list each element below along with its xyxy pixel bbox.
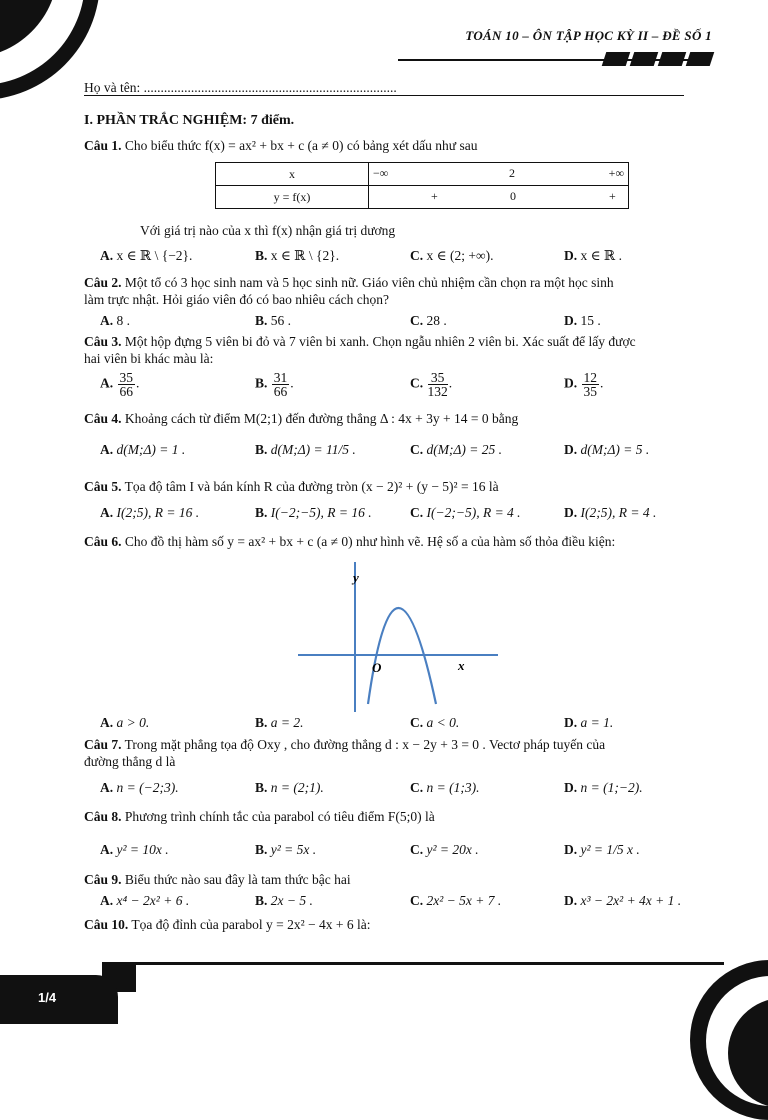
sign-table-cell: +∞	[608, 166, 624, 180]
option-d: d(M;Δ) = 5 .	[580, 442, 650, 457]
question-label: Câu 6.	[84, 534, 122, 549]
question-8	[84, 808, 435, 825]
origin-label: O	[372, 660, 382, 675]
option-a: x⁴ − 2x² + 6 .	[116, 893, 190, 908]
option-b: I(−2;−5), R = 16 .	[270, 505, 372, 520]
question-10	[84, 916, 371, 933]
option-b: x ∈ ℝ \ {2}.	[270, 248, 340, 263]
sign-table-cell: +	[609, 189, 616, 203]
option-d: $\frac{12}{35}$	[583, 370, 597, 399]
section-title: I. PHẦN TRẮC NGHIỆM: 7 điểm.	[84, 113, 295, 128]
sign-table-cell: 0	[510, 189, 516, 203]
sign-table-cell: 2	[509, 166, 515, 180]
question-9	[84, 871, 351, 888]
student-name-line: Họ và tên: ...........................................................................	[84, 80, 397, 95]
question-text-cont: hai viên bi khác màu là:	[84, 351, 214, 366]
question-3	[84, 333, 636, 367]
sign-table-cell: −∞	[373, 166, 389, 180]
option-c: d(M;Δ) = 25 .	[426, 442, 503, 457]
question-text: Biểu thức nào sau đây là tam thức bậc hai	[124, 872, 351, 887]
option-d: y² = 1/5 x .	[580, 842, 640, 857]
question-label: Câu 2.	[84, 275, 122, 290]
sign-table-cell: y = f(x)	[216, 186, 369, 209]
question-text: Tọa độ đỉnh của parabol y = 2x² − 4x + 6 là:	[131, 917, 371, 932]
option-c: x ∈ (2; +∞).	[426, 248, 494, 263]
option-c: $\frac{35}{132}$	[427, 370, 448, 399]
question-text: Tọa độ tâm I và bán kính R của đường tròn (x − 2)² + (y − 5)² = 16 là	[124, 479, 499, 494]
option-d: n = (1;−2).	[580, 780, 643, 795]
option-a: d(M;Δ) = 1 .	[116, 442, 186, 457]
question-text-cont: làm trực nhật. Hỏi giáo viên đó có bao nhiêu cách chọn?	[84, 292, 389, 307]
question-text-cont: đường thẳng d là	[84, 754, 176, 769]
question-6	[84, 533, 615, 550]
header-bars-decoration	[604, 52, 712, 66]
option-b: n = (2;1).	[270, 780, 324, 795]
sign-table-cell: +	[431, 189, 438, 203]
name-rule	[84, 95, 684, 96]
question-2	[84, 274, 614, 308]
question-label: Câu 9.	[84, 872, 122, 887]
question-text: Cho biểu thức f(x) = ax² + bx + c (a ≠ 0) có bảng xét dấu như sau	[124, 138, 478, 153]
option-c: n = (1;3).	[426, 780, 480, 795]
option-c: y² = 20x .	[426, 842, 479, 857]
option-b: 56 .	[270, 313, 292, 328]
option-c: I(−2;−5), R = 4 .	[426, 505, 521, 520]
option-c: 2x² − 5x + 7 .	[426, 893, 502, 908]
option-d: I(2;5), R = 4 .	[580, 505, 657, 520]
option-b: y² = 5x .	[270, 842, 317, 857]
option-c: 28 .	[426, 313, 447, 328]
question-label: Câu 1.	[84, 138, 122, 153]
option-b: a = 2.	[270, 715, 304, 730]
question-label: Câu 4.	[84, 411, 122, 426]
question-label: Câu 3.	[84, 334, 122, 349]
parabola-graph	[298, 562, 498, 712]
page-number: 1/4	[38, 990, 57, 1005]
question-text: Một tổ có 3 học sinh nam và 5 học sinh nữ. Giáo viên chủ nhiệm cần chọn ra một học sinh	[124, 275, 614, 290]
question-4	[84, 410, 518, 427]
option-a: y² = 10x .	[116, 842, 169, 857]
question-text: Cho đồ thị hàm số y = ax² + bx + c (a ≠ 0) như hình vẽ. Hệ số a của hàm số thỏa điều kiện:	[124, 534, 616, 549]
option-b: d(M;Δ) = 11/5 .	[270, 442, 356, 457]
question-label: Câu 10.	[84, 917, 129, 932]
question-5	[84, 478, 499, 495]
y-axis-label: y	[353, 570, 359, 585]
sign-table	[215, 162, 629, 209]
footer-rule	[134, 962, 724, 965]
question-text-cont: Với giá trị nào của x thì f(x) nhận giá trị dương	[140, 223, 396, 238]
question-7	[84, 736, 605, 770]
option-d: x ∈ ℝ .	[580, 248, 622, 263]
option-b: 2x − 5 .	[270, 893, 313, 908]
option-d: a = 1.	[580, 715, 614, 730]
option-a: 8 .	[116, 313, 130, 328]
question-text: Khoảng cách từ điểm M(2;1) đến đường thẳng Δ : 4x + 3y + 14 = 0 bằng	[124, 411, 519, 426]
question-label: Câu 5.	[84, 479, 122, 494]
option-c: a < 0.	[426, 715, 460, 730]
option-a: a > 0.	[116, 715, 150, 730]
option-a: n = (−2;3).	[116, 780, 179, 795]
x-axis-label: x	[458, 658, 465, 673]
header-title: TOÁN 10 – ÔN TẬP HỌC KỲ II – ĐỀ SỐ 1	[465, 28, 712, 43]
question-text: Trong mặt phẳng tọa độ Oxy , cho đường thẳng d : x − 2y + 3 = 0 . Vectơ pháp tuyến của	[124, 737, 606, 752]
option-a: I(2;5), R = 16 .	[116, 505, 200, 520]
question-text: Phương trình chính tắc của parabol có tiêu điểm F(5;0) là	[124, 809, 435, 824]
question-1	[84, 137, 477, 154]
option-b: $\frac{31}{66}$	[273, 370, 288, 399]
option-a: $\frac{35}{66}$	[119, 370, 133, 399]
option-d: 15 .	[580, 313, 601, 328]
option-d: x³ − 2x² + 4x + 1 .	[580, 893, 682, 908]
page-tab	[0, 975, 118, 1024]
question-label: Câu 8.	[84, 809, 122, 824]
option-a: x ∈ ℝ \ {−2}.	[116, 248, 193, 263]
question-label: Câu 7.	[84, 737, 122, 752]
question-text: Một hộp đựng 5 viên bi đỏ và 7 viên bi xanh. Chọn ngẫu nhiên 2 viên bi. Xác suất để lấy được	[124, 334, 636, 349]
sign-table-cell: x	[216, 163, 369, 186]
